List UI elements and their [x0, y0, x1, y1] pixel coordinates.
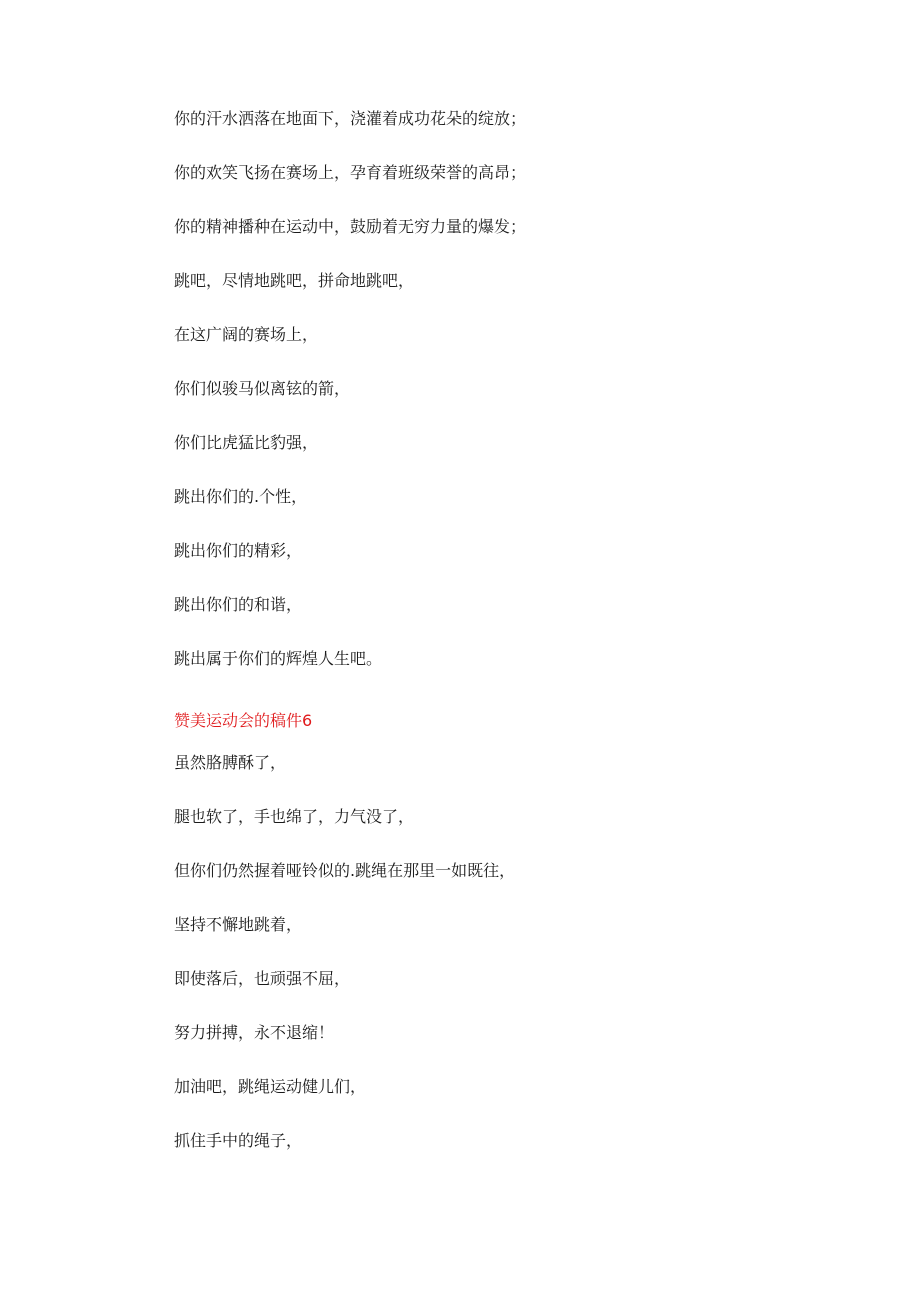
document-body	[174, 108, 854, 1184]
text-line: 抓住手中的绳子，	[174, 1131, 303, 1150]
text-line: 腿也软了，手也绵了，力气没了，	[174, 807, 415, 826]
text-line: 跳出你们的和谐，	[174, 595, 303, 614]
text-line: 你的精神播种在运动中，鼓励着无穷力量的爆发；	[174, 217, 527, 236]
text-line: 即使落后，也顽强不屈，	[174, 969, 351, 988]
text-line: 但你们仍然握着哑铃似的.跳绳在那里一如既往，	[174, 861, 516, 880]
text-line: 在这广阔的赛场上，	[174, 325, 319, 344]
text-line: 你们似骏马似离铉的箭，	[174, 379, 351, 398]
text-line: 跳出属于你们的辉煌人生吧。	[174, 649, 383, 668]
text-line: 虽然胳膊酥了，	[174, 753, 287, 772]
text-line: 你的欢笑飞扬在赛场上，孕育着班级荣誉的高昂；	[174, 163, 527, 182]
text-line: 加油吧，跳绳运动健儿们，	[174, 1077, 367, 1096]
text-line: 跳出你们的精彩，	[174, 541, 303, 560]
text-line: 你们比虎猛比豹强，	[174, 433, 319, 452]
text-line: 努力拼搏，永不退缩！	[174, 1023, 335, 1042]
text-line: 坚持不懈地跳着，	[174, 915, 303, 934]
text-line: 跳吧，尽情地跳吧，拼命地跳吧，	[174, 271, 415, 290]
text-line: 你的汗水洒落在地面下，浇灌着成功花朵的绽放；	[174, 109, 527, 128]
text-line: 跳出你们的.个性，	[174, 487, 308, 506]
section-heading: 赞美运动会的稿件6	[174, 711, 313, 730]
